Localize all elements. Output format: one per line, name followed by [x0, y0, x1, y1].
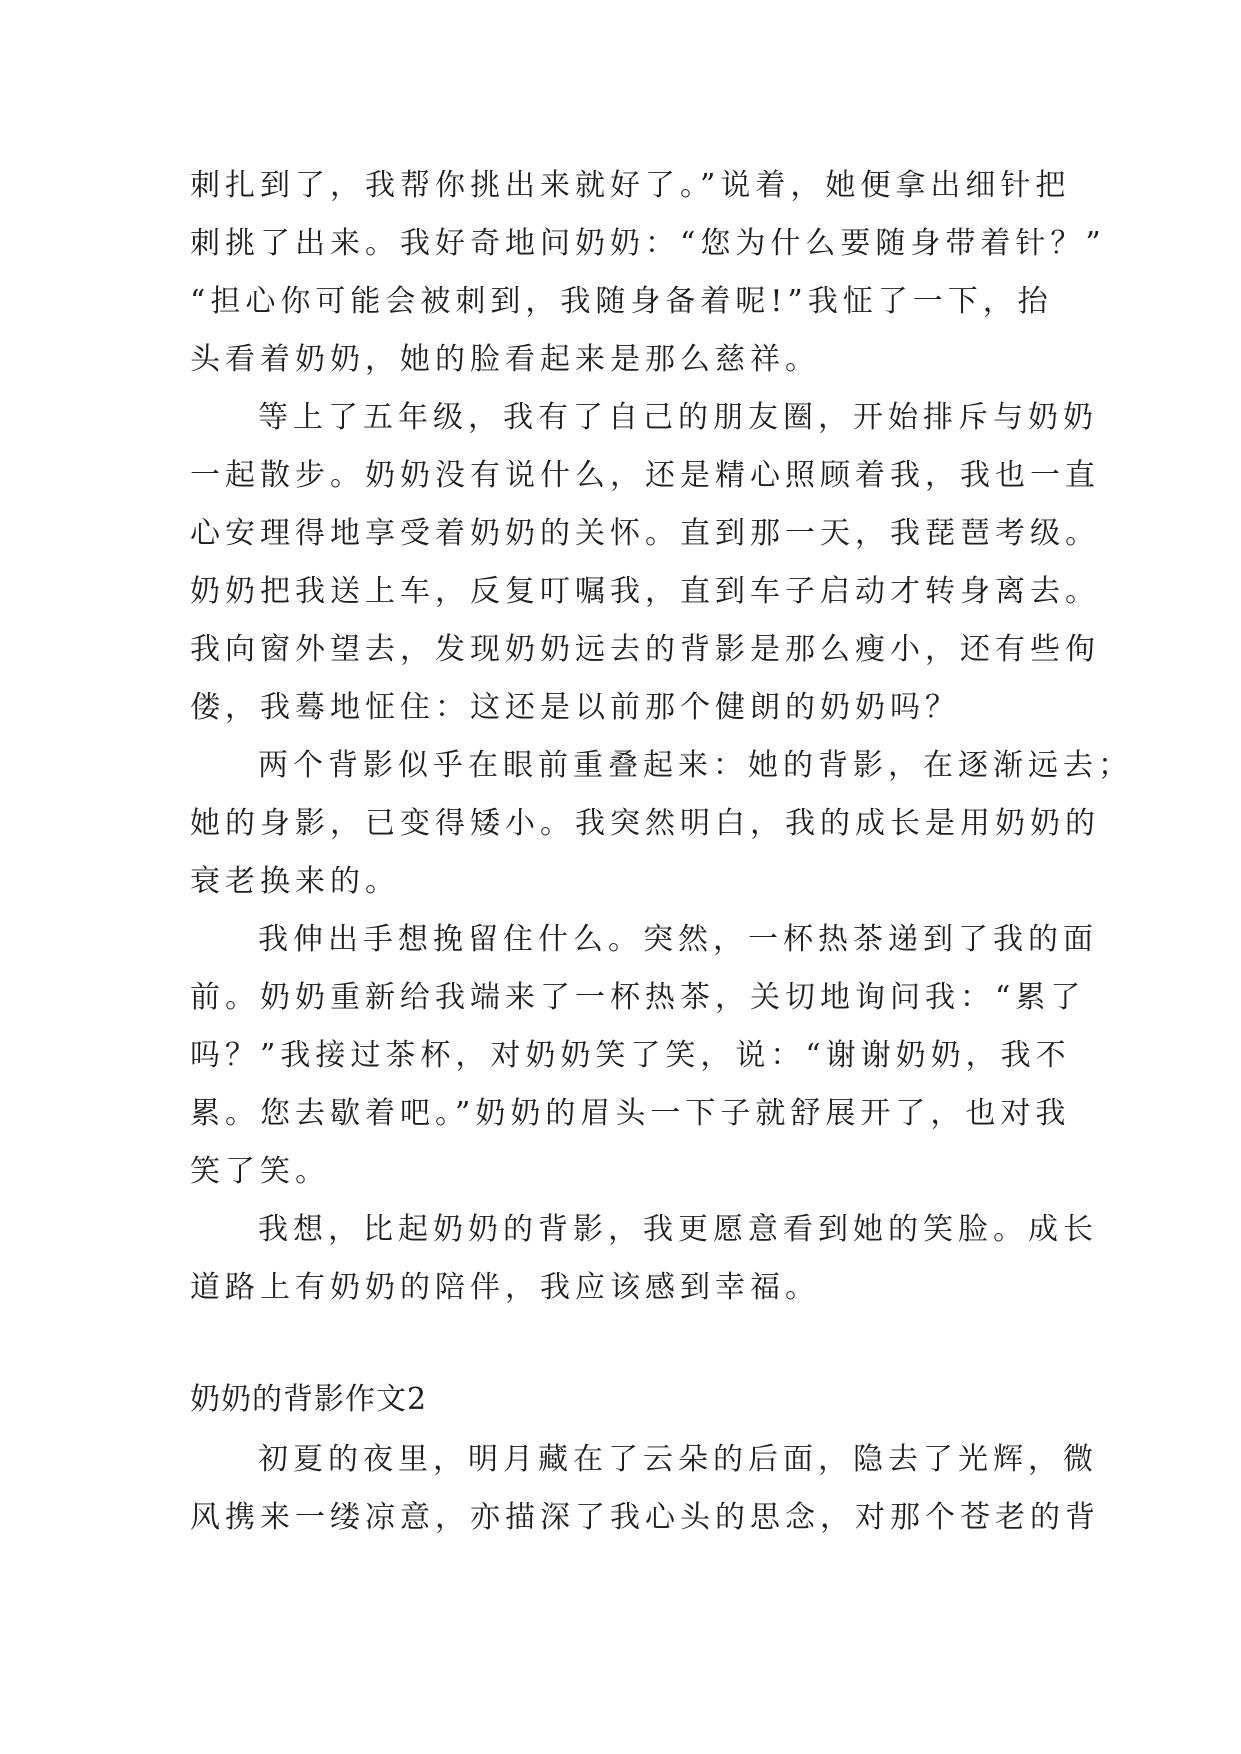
paragraph-start-line: 初夏的夜里，明月藏在了云朵的后面，隐去了光辉，微	[258, 1442, 1098, 1477]
text-line: 道路上有奶奶的陪伴，我应该感到幸福。	[190, 1270, 820, 1305]
text-line: 心安理得地享受着奶奶的关怀。直到那一天，我琵琶考级。	[190, 516, 1100, 551]
text-line: 刺扎到了，我帮你挑出来就好了。”说着，她便拿出细针把	[190, 168, 1071, 203]
text-line: 风携来一缕凉意，亦描深了我心头的思念，对那个苍老的背	[190, 1500, 1100, 1535]
text-line: 吗？”我接过茶杯，对奶奶笑了笑，说：“谢谢奶奶，我不	[190, 1038, 1071, 1073]
paragraph-start-line: 两个背影似乎在眼前重叠起来：她的背影，在逐渐远去；	[258, 748, 1133, 783]
text-line: 她的身影，已变得矮小。我突然明白，我的成长是用奶奶的	[190, 806, 1100, 841]
text-line: 偻，我蓦地怔住：这还是以前那个健朗的奶奶吗？	[190, 690, 960, 725]
essay-title: 奶奶的背影作文2	[190, 1382, 428, 1417]
text-line: 刺挑了出来。我好奇地问奶奶：“您为什么要随身带着针？”	[190, 226, 1106, 261]
text-line: “担心你可能会被刺到，我随身备着呢!”我怔了一下，抬	[190, 284, 1053, 319]
text-line: 头看着奶奶，她的脸看起来是那么慈祥。	[190, 342, 820, 377]
text-line: 前。奶奶重新给我端来了一杯热茶，关切地询问我：“累了	[190, 980, 1086, 1015]
paragraph-start-line: 我想，比起奶奶的背影，我更愿意看到她的笑脸。成长	[258, 1212, 1098, 1247]
text-line: 笑了笑。	[190, 1154, 330, 1189]
paragraph-start-line: 我伸出手想挽留住什么。突然，一杯热茶递到了我的面	[258, 922, 1098, 957]
text-line: 我向窗外望去，发现奶奶远去的背影是那么瘦小，还有些佝	[190, 632, 1100, 667]
text-line: 一起散步。奶奶没有说什么，还是精心照顾着我，我也一直	[190, 458, 1100, 493]
paragraph-start-line: 等上了五年级，我有了自己的朋友圈，开始排斥与奶奶	[258, 400, 1098, 435]
text-line: 奶奶把我送上车，反复叮嘱我，直到车子启动才转身离去。	[190, 574, 1100, 609]
text-line: 累。您去歇着吧。”奶奶的眉头一下子就舒展开了，也对我	[190, 1096, 1071, 1131]
text-line: 衰老换来的。	[190, 864, 400, 899]
